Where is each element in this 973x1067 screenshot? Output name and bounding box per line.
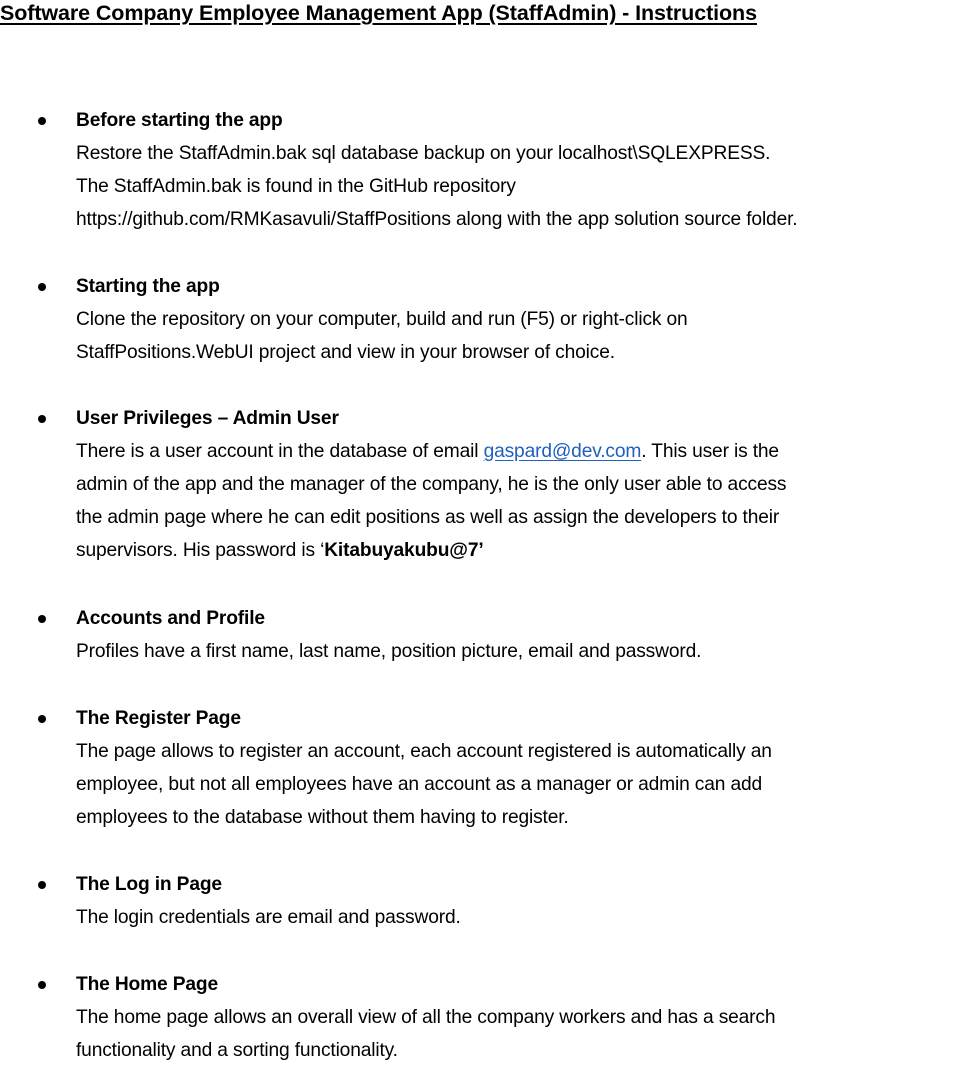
section-text-line: https://github.com/RMKasavuli/StaffPositions along with the app solution source folder. [76,209,798,230]
section-text-line: StaffPositions.WebUI project and view in your browser of choice. [76,342,615,363]
section-text-line: The login credentials are email and password. [76,907,461,928]
section-text-line: employee, but not all employees have an account as a manager or admin can add [76,774,763,795]
section-user-privileges [76,402,973,567]
text-fragment: supervisors. His password is ‘ [76,540,325,561]
section-text-line: The page allows to register an account, each account registered is automatically an [76,741,772,762]
section-text-line: The StaffAdmin.bak is found in the GitHub repository [76,176,516,197]
section-heading: Before starting the app [76,110,283,131]
section-register-page [76,702,973,834]
bullet-icon [38,881,46,889]
bullet-icon [38,117,46,125]
section-text-line: admin of the app and the manager of the company, he is the only user able to access [76,474,787,495]
section-heading: Accounts and Profile [76,608,265,629]
section-text-line: functionality and a sorting functionality. [76,1040,398,1061]
text-fragment: There is a user account in the database of email [76,441,484,462]
section-accounts-profile [76,602,973,668]
text-fragment: . This user is the [641,441,779,462]
email-link[interactable]: gaspard@dev.com [483,441,642,462]
section-text-line: employees to the database without them having to register. [76,807,569,828]
document-title: Software Company Employee Management App (StaffAdmin) - Instructions [0,1,757,25]
section-heading: The Log in Page [76,874,222,895]
section-heading: The Home Page [76,974,218,995]
bullet-icon [38,283,46,291]
section-heading: Starting the app [76,276,220,297]
section-heading: The Register Page [76,708,241,729]
section-login-page [76,868,973,934]
section-starting-app [76,270,973,369]
section-text-line [76,435,973,468]
bullet-icon [38,981,46,989]
section-heading: User Privileges – Admin User [76,408,339,429]
section-text-line [76,534,973,567]
admin-password: Kitabuyakubu@7’ [324,540,484,561]
section-home-page [76,968,973,1067]
bullet-icon [38,615,46,623]
section-before-starting [76,104,973,236]
bullet-icon [38,715,46,723]
section-text-line: Clone the repository on your computer, build and run (F5) or right-click on [76,309,688,330]
section-text-line: Restore the StaffAdmin.bak sql database backup on your localhost\SQLEXPRESS. [76,143,771,164]
bullet-icon [38,415,46,423]
section-text-line: the admin page where he can edit positions as well as assign the developers to their [76,507,780,528]
section-text-line: The home page allows an overall view of all the company workers and has a search [76,1007,776,1028]
section-text-line: Profiles have a first name, last name, position picture, email and password. [76,641,702,662]
